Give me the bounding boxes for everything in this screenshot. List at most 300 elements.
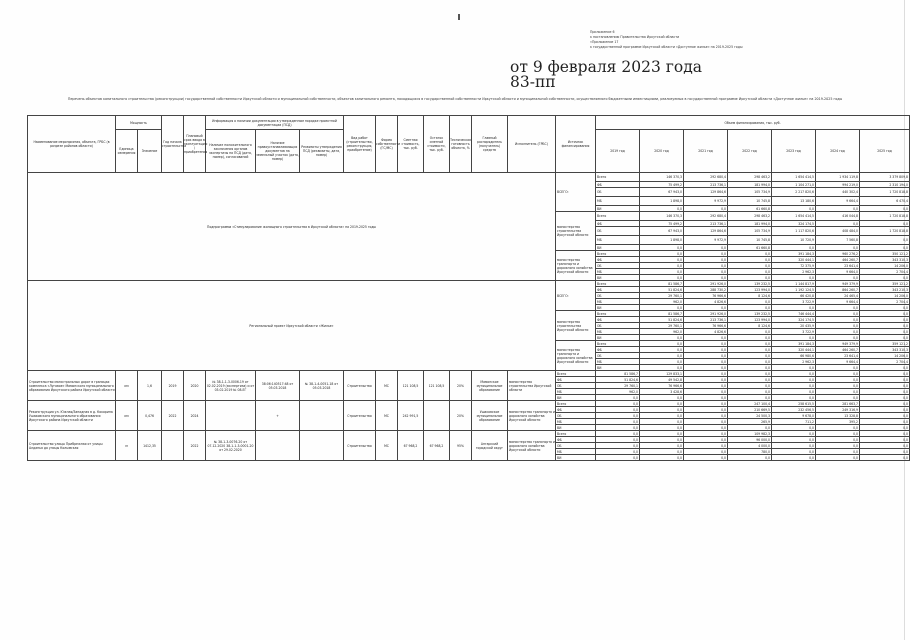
amount-cell: 0,0: [640, 449, 684, 455]
object-year-end: 2024: [184, 401, 206, 431]
amount-cell: 0,0: [772, 383, 816, 389]
amount-cell: 0,0: [684, 389, 728, 395]
amount-cell: 0,0: [816, 305, 860, 311]
object-doc2: [256, 431, 300, 461]
amount-cell: 9 664,4: [816, 197, 860, 206]
amount-cell: 129 864,6: [684, 188, 728, 197]
amount-cell: 0,0: [684, 425, 728, 431]
amount-cell: 2 704,4: [860, 299, 910, 305]
source-label: ФБ: [596, 347, 640, 353]
amount-cell: 0,0: [772, 389, 816, 395]
amount-cell: 81 586,7: [640, 281, 684, 287]
col-doc2-header: Наличие правоустанавливающих документов на земельный участок (дата, номер): [256, 130, 300, 173]
object-doc3: [300, 401, 344, 431]
source-label: Всего: [596, 173, 640, 182]
amount-cell: 0,0: [728, 383, 772, 389]
col-year-header: 2019 год: [596, 130, 640, 173]
amount-cell: 391 184,3: [772, 341, 816, 347]
amount-cell: 324 174,5: [772, 317, 816, 323]
col-year-header: 2023 год: [772, 130, 816, 173]
amount-cell: 0,0: [640, 335, 684, 341]
object-value: 1,6: [138, 371, 162, 401]
amount-cell: 9 664,0: [816, 269, 860, 275]
amount-cell: 0,0: [684, 371, 728, 377]
amount-cell: 0,0: [596, 419, 640, 425]
amount-cell: 51 824,6: [596, 377, 640, 383]
col-year-start-header: Год начала строительства: [162, 116, 184, 173]
amount-cell: 0,0: [772, 437, 816, 443]
amount-cell: 0,0: [860, 371, 910, 377]
amount-cell: 14 206,0: [860, 293, 910, 299]
amount-cell: 0,0: [816, 383, 860, 389]
amount-cell: 0,0: [816, 275, 860, 281]
amount-cell: 949 379,9: [816, 341, 860, 347]
source-label: ОБ: [596, 293, 640, 299]
amount-cell: 1 720 818,8: [860, 188, 910, 197]
amount-cell: 0,0: [684, 245, 728, 251]
amount-cell: 0,0: [728, 341, 772, 347]
amount-cell: 408 484,0: [816, 227, 860, 236]
amount-cell: 949 379,9: [816, 281, 860, 287]
note-line: Приложение 6: [590, 30, 615, 34]
amount-cell: 0,0: [728, 263, 772, 269]
source-label: ОБ: [596, 323, 640, 329]
amount-cell: 24 500,3: [728, 413, 772, 419]
col-year-header: 2021 год: [684, 130, 728, 173]
amount-cell: 4 000,0: [728, 443, 772, 449]
grbs-label: ВСЕГО:: [556, 281, 596, 311]
amount-cell: 0,0: [640, 395, 684, 401]
source-label: ОБ: [556, 383, 596, 389]
amount-cell: 4 826,6: [684, 299, 728, 305]
scan-mark: [458, 14, 460, 20]
amount-cell: 1 720 818,8: [860, 227, 910, 236]
amount-cell: 29 760,1: [596, 383, 640, 389]
amount-cell: 324 174,5: [772, 221, 816, 227]
amount-cell: 76 966,6: [684, 323, 728, 329]
col-year-header: 2024 год: [816, 130, 860, 173]
amount-cell: 0,0: [860, 335, 910, 341]
grbs-label: министерство транспорта и дорожного хозяйства Иркутской области: [556, 251, 596, 281]
source-label: МБ: [596, 359, 640, 365]
grbs-label: министерство транспорта и дорожного хозяйства Иркутской области: [508, 431, 556, 461]
object-year-end: 2022: [184, 431, 206, 461]
object-doc3: [300, 431, 344, 461]
amount-cell: 0,0: [640, 455, 684, 461]
amount-cell: 864 260,7: [816, 287, 860, 293]
amount-cell: 0,0: [640, 257, 684, 263]
object-ownership: МС: [376, 431, 398, 461]
amount-cell: 0,0: [728, 275, 772, 281]
amount-cell: 0,0: [816, 206, 860, 212]
section-title: Подпрограмма «Стимулирование жилищного строительства в Иркутской области» на 2019-2025 годы: [28, 173, 556, 281]
amount-cell: 0,0: [596, 425, 640, 431]
amount-cell: 0,0: [728, 425, 772, 431]
object-year-start: 2022: [162, 401, 184, 431]
amount-cell: 0,0: [816, 323, 860, 329]
col-year-header: 2025 год: [860, 130, 910, 173]
col-name-header: Наименование мероприятия, объекта, ГРБС (в разрезе районов области): [28, 116, 116, 173]
amount-cell: 0,0: [816, 371, 860, 377]
source-label: МБ: [556, 419, 596, 425]
amount-cell: 0,0: [772, 431, 816, 437]
amount-cell: 0,0: [772, 449, 816, 455]
amount-cell: 10 745,8: [728, 236, 772, 245]
amount-cell: 61 660,8: [728, 206, 772, 212]
amount-cell: 0,0: [596, 443, 640, 449]
amount-cell: 0,0: [772, 455, 816, 461]
object-work-type: Строительство: [344, 401, 376, 431]
amount-cell: 0,0: [596, 407, 640, 413]
amount-cell: 0,0: [816, 365, 860, 371]
amount-cell: 51 824,6: [640, 317, 684, 323]
amount-cell: 0,0: [860, 413, 910, 419]
amount-cell: 0,0: [860, 317, 910, 323]
stamp-date: от 9 февраля 2023 года: [510, 58, 702, 76]
amount-cell: 0,0: [640, 425, 684, 431]
amount-cell: 2 962,3: [772, 359, 816, 365]
amount-cell: 0,0: [684, 377, 728, 383]
source-label: ОБ: [596, 188, 640, 197]
amount-cell: 0,0: [728, 269, 772, 275]
amount-cell: 1 720 818,8: [860, 212, 910, 221]
amount-cell: 0,0: [728, 305, 772, 311]
amount-cell: 0,0: [816, 437, 860, 443]
amount-cell: 0,0: [684, 395, 728, 401]
amount-cell: 0,0: [684, 413, 728, 419]
amount-cell: 0,0: [728, 353, 772, 359]
object-balance: 67 968,2: [424, 431, 450, 461]
amount-cell: 0,0: [684, 443, 728, 449]
amount-cell: 75 499,2: [640, 182, 684, 188]
source-label: ФБ: [596, 257, 640, 263]
amount-cell: 210 669,5: [728, 407, 772, 413]
amount-cell: 0,0: [596, 449, 640, 455]
amount-cell: 0,0: [728, 455, 772, 461]
amount-cell: 0,0: [772, 443, 816, 449]
amount-cell: 0,0: [596, 455, 640, 461]
amount-cell: 247 100,4: [728, 401, 772, 407]
amount-cell: 359 121,2: [860, 281, 910, 287]
amount-cell: 123 994,0: [728, 317, 772, 323]
amount-cell: 0,0: [860, 449, 910, 455]
amount-cell: 395,2: [816, 419, 860, 425]
amount-cell: 0,0: [684, 383, 728, 389]
amount-cell: 75 499,2: [640, 221, 684, 227]
amount-cell: 0,0: [860, 437, 910, 443]
section-title: Региональный проект Иркутской области «Жилье»: [28, 281, 556, 371]
source-label: ВИ: [596, 305, 640, 311]
object-doc1: [206, 401, 256, 431]
source-label: Всего: [556, 401, 596, 407]
object-recipient: Мамонское муниципальное образование: [472, 371, 508, 401]
amount-cell: 0,0: [860, 419, 910, 425]
amount-cell: 249 316,9: [816, 407, 860, 413]
amount-cell: 6 470,4: [860, 197, 910, 206]
amount-cell: 0,0: [640, 245, 684, 251]
amount-cell: 0,0: [684, 431, 728, 437]
col-docs-header: Информация о наличии документации в утвержденном порядке проектной документации (ПСД): [206, 116, 344, 130]
amount-cell: 181 994,0: [728, 221, 772, 227]
amount-cell: 49 542,8: [640, 377, 684, 383]
amount-cell: 0,0: [728, 329, 772, 335]
amount-cell: 139 232,5: [728, 311, 772, 317]
source-label: Всего: [596, 281, 640, 287]
object-balance: [424, 401, 450, 431]
amount-cell: 0,0: [640, 353, 684, 359]
amount-cell: 96 000,0: [728, 437, 772, 443]
amount-cell: 994 219,0: [816, 182, 860, 188]
amount-cell: 0,0: [684, 407, 728, 413]
amount-cell: 0,0: [728, 377, 772, 383]
object-name: Реконструкция ул. Южная/Западная в д. Кокорина Ушаковского муниципального образования Иркутского района Иркутской области: [28, 401, 116, 431]
amount-cell: 9 664,4: [816, 359, 860, 365]
source-label: Всего: [596, 251, 640, 257]
grbs-label: министерство строительства Иркутской области: [556, 212, 596, 251]
amount-cell: 0,0: [860, 365, 910, 371]
amount-cell: 24 465,4: [816, 293, 860, 299]
amount-cell: 0,0: [860, 407, 910, 413]
source-label: МБ: [596, 269, 640, 275]
amount-cell: 1 898,0: [640, 236, 684, 245]
amount-cell: 51 824,6: [640, 287, 684, 293]
grbs-label: министерство транспорта и дорожного хозяйства Иркутской области: [508, 401, 556, 431]
amount-cell: 0,0: [728, 257, 772, 263]
amount-cell: 0,0: [684, 437, 728, 443]
source-label: МБ: [556, 449, 596, 455]
object-work-type: Строительство: [344, 431, 376, 461]
document-title: Перечень объектов капитального строительства (реконструкции) государственной собственности Иркутской области и муниципальной собственности, объектов капитального ремонта, находящихся в государственной собственности Иркутской области и муниципальной собственности, осуществляемого бюджетными инвестициями, реализуемых в государственной программе Иркутской области «Доступное жилье» на 2019-2025 годы: [67, 97, 843, 101]
amount-cell: 129 864,6: [684, 227, 728, 236]
amount-cell: 962,0: [640, 329, 684, 335]
amount-cell: 0,0: [728, 365, 772, 371]
amount-cell: 281 663,7: [816, 401, 860, 407]
source-label: ОБ: [596, 353, 640, 359]
col-balance-header: Остаток сметной стоимости, тыс. руб.: [424, 116, 450, 173]
note-line: «Приложение 17: [590, 40, 619, 44]
amount-cell: 232 456,5: [772, 407, 816, 413]
amount-cell: 0,0: [728, 389, 772, 395]
amount-cell: 14 206,0: [860, 353, 910, 359]
source-label: Всего: [596, 311, 640, 317]
amount-cell: 0,0: [596, 401, 640, 407]
amount-cell: 0,0: [816, 221, 860, 227]
col-finance-header: Объем финансирования, тыс. руб.: [596, 116, 910, 130]
amount-cell: 0,0: [684, 401, 728, 407]
amount-cell: 23 641,4: [816, 263, 860, 269]
amount-cell: 288 730,2: [684, 287, 728, 293]
amount-cell: 0,0: [640, 443, 684, 449]
amount-cell: 0,0: [816, 377, 860, 383]
amount-cell: 0,0: [860, 323, 910, 329]
source-label: Всего: [556, 371, 596, 377]
amount-cell: 0,0: [772, 371, 816, 377]
amount-cell: 0,0: [860, 206, 910, 212]
object-readiness: 95%: [450, 431, 472, 461]
amount-cell: 66 980,6: [772, 353, 816, 359]
grbs-label: министерство строительства Иркутской области: [508, 371, 556, 401]
source-label: ОБ: [556, 443, 596, 449]
object-estimate: 242 991,5: [398, 401, 424, 431]
amount-cell: 464 260,7: [816, 347, 860, 353]
attachment-note: [590, 30, 860, 50]
object-list-table: [27, 115, 910, 461]
amount-cell: 0,0: [640, 206, 684, 212]
object-ownership: МС: [376, 401, 398, 431]
amount-cell: 0,0: [816, 245, 860, 251]
amount-cell: 29 760,1: [640, 323, 684, 329]
amount-cell: 0,0: [860, 311, 910, 317]
amount-cell: 0,0: [772, 206, 816, 212]
object-unit: км: [116, 401, 138, 431]
amount-cell: 0,0: [640, 365, 684, 371]
col-value-header: Значение: [138, 130, 162, 173]
source-label: Всего: [596, 341, 640, 347]
object-unit: м: [116, 431, 138, 461]
amount-cell: 8 124,6: [728, 293, 772, 299]
amount-cell: 359 121,2: [860, 341, 910, 347]
amount-cell: 213 736,1: [684, 221, 728, 227]
source-label: МБ: [596, 197, 640, 206]
amount-cell: 0,0: [640, 347, 684, 353]
amount-cell: 0,0: [860, 221, 910, 227]
amount-cell: 298 463,2: [728, 212, 772, 221]
amount-cell: 0,0: [684, 263, 728, 269]
amount-cell: 76 966,6: [640, 383, 684, 389]
amount-cell: 0,0: [860, 401, 910, 407]
amount-cell: 109 982,3: [728, 431, 772, 437]
amount-cell: 76 966,6: [684, 293, 728, 299]
object-doc3: № 38-1-4-0051-18 от 05.03.2018: [300, 371, 344, 401]
amount-cell: 320 444,1: [772, 257, 816, 263]
amount-cell: 0,0: [684, 251, 728, 257]
col-doc1-header: Наличие положительного заключения органов экспертизы на ПСД (дата, номер), согласований: [206, 130, 256, 173]
amount-cell: 0,0: [684, 257, 728, 263]
object-doc1: № 38-1-1-3-0006-19 от 02.02.2019 (экспертиза) и от 03.02.2019 № 08-ЕГ: [206, 371, 256, 401]
source-label: ВИ: [596, 206, 640, 212]
source-label: ФБ: [596, 317, 640, 323]
amount-cell: 0,0: [772, 245, 816, 251]
amount-cell: 1 192 124,5: [772, 287, 816, 293]
source-label: Всего: [596, 212, 640, 221]
amount-cell: 343 310,3: [860, 257, 910, 263]
amount-cell: 10 745,8: [728, 197, 772, 206]
amount-cell: 105 734,9: [728, 188, 772, 197]
amount-cell: 343 310,3: [860, 347, 910, 353]
amount-cell: 67 943,0: [640, 188, 684, 197]
amount-cell: 0,0: [772, 395, 816, 401]
amount-cell: 3 722,9: [772, 329, 816, 335]
amount-cell: 7 560,8: [816, 236, 860, 245]
amount-cell: 20 435,9: [772, 323, 816, 329]
col-doc3-header: Реквизиты утверждения ПСД (реквизиты, дата, номер): [300, 130, 344, 173]
amount-cell: 2 217 820,6: [772, 188, 816, 197]
amount-cell: 0,0: [684, 335, 728, 341]
amount-cell: 0,0: [640, 407, 684, 413]
amount-cell: 0,0: [640, 401, 684, 407]
source-label: ВИ: [596, 365, 640, 371]
amount-cell: 0,0: [860, 431, 910, 437]
amount-cell: 391 184,3: [772, 251, 816, 257]
amount-cell: 962,0: [596, 389, 640, 395]
amount-cell: 0,0: [772, 305, 816, 311]
object-year-start: 2019: [162, 371, 184, 401]
amount-cell: 780,0: [728, 449, 772, 455]
amount-cell: 0,0: [860, 329, 910, 335]
amount-cell: 13 328,8: [816, 413, 860, 419]
amount-cell: 0,0: [728, 251, 772, 257]
amount-cell: 0,0: [684, 305, 728, 311]
amount-cell: 0,0: [728, 395, 772, 401]
amount-cell: 0,0: [860, 455, 910, 461]
amount-cell: 0,0: [860, 377, 910, 383]
source-label: МБ: [596, 236, 640, 245]
amount-cell: 0,0: [860, 443, 910, 449]
amount-cell: 0,0: [596, 431, 640, 437]
amount-cell: 2 962,3: [772, 269, 816, 275]
amount-cell: 265,9: [728, 419, 772, 425]
source-label: ОБ: [596, 263, 640, 269]
amount-cell: 139 232,5: [728, 281, 772, 287]
source-label: ФБ: [556, 437, 596, 443]
col-year-header: 2022 год: [728, 130, 772, 173]
note-line: к государственной программе Иркутской области «Доступное жилье» на 2019-2025 годы: [590, 45, 743, 49]
object-unit: км: [116, 371, 138, 401]
source-label: МБ: [596, 299, 640, 305]
amount-cell: 0,0: [816, 335, 860, 341]
amount-cell: 0,0: [816, 443, 860, 449]
col-ownership-header: Форма собственности (ГС/МС): [376, 116, 398, 173]
amount-cell: 440 302,4: [816, 188, 860, 197]
amount-cell: 0,0: [684, 275, 728, 281]
amount-cell: 292 680,4: [684, 173, 728, 182]
amount-cell: 0,0: [640, 275, 684, 281]
object-balance: 121 108,5: [424, 371, 450, 401]
amount-cell: 0,0: [860, 245, 910, 251]
amount-cell: 29 760,1: [640, 293, 684, 299]
col-source-header: Источник финансирования: [556, 116, 596, 173]
amount-cell: 292 680,4: [684, 212, 728, 221]
amount-cell: 0,0: [640, 413, 684, 419]
stamp-number: 83-пп: [510, 73, 556, 91]
amount-cell: 0,0: [596, 395, 640, 401]
amount-cell: 0,0: [816, 311, 860, 317]
source-label: ФБ: [556, 407, 596, 413]
amount-cell: 67 943,0: [640, 227, 684, 236]
source-label: ВИ: [556, 455, 596, 461]
object-year-end: 2020: [184, 371, 206, 401]
col-estimate-header: Сметная стоимость, тыс. руб.: [398, 116, 424, 173]
object-value: 0,476: [138, 401, 162, 431]
amount-cell: 960 276,2: [816, 251, 860, 257]
col-year-header: 2020 год: [640, 130, 684, 173]
amount-cell: 0,0: [596, 437, 640, 443]
col-grbs-header: Исполнитель (ГРБС): [508, 116, 556, 173]
amount-cell: 9 972,9: [684, 197, 728, 206]
object-doc1: № 38-1-3-0076-20 от 07.12.2020 38-1-1-3-0001-20 от 29.02.2020: [206, 431, 256, 461]
object-readiness: 20%: [450, 401, 472, 431]
object-estimate: 67 968,2: [398, 431, 424, 461]
amount-cell: 291 926,0: [684, 281, 728, 287]
amount-cell: 1 898,0: [640, 197, 684, 206]
amount-cell: 3 428,6: [640, 389, 684, 395]
col-unit-header: Единица измерения: [116, 130, 138, 173]
amount-cell: 72 375,9: [772, 263, 816, 269]
amount-cell: 746 444,4: [772, 311, 816, 317]
amount-cell: 0,0: [684, 455, 728, 461]
amount-cell: 0,0: [640, 341, 684, 347]
amount-cell: 0,0: [640, 251, 684, 257]
